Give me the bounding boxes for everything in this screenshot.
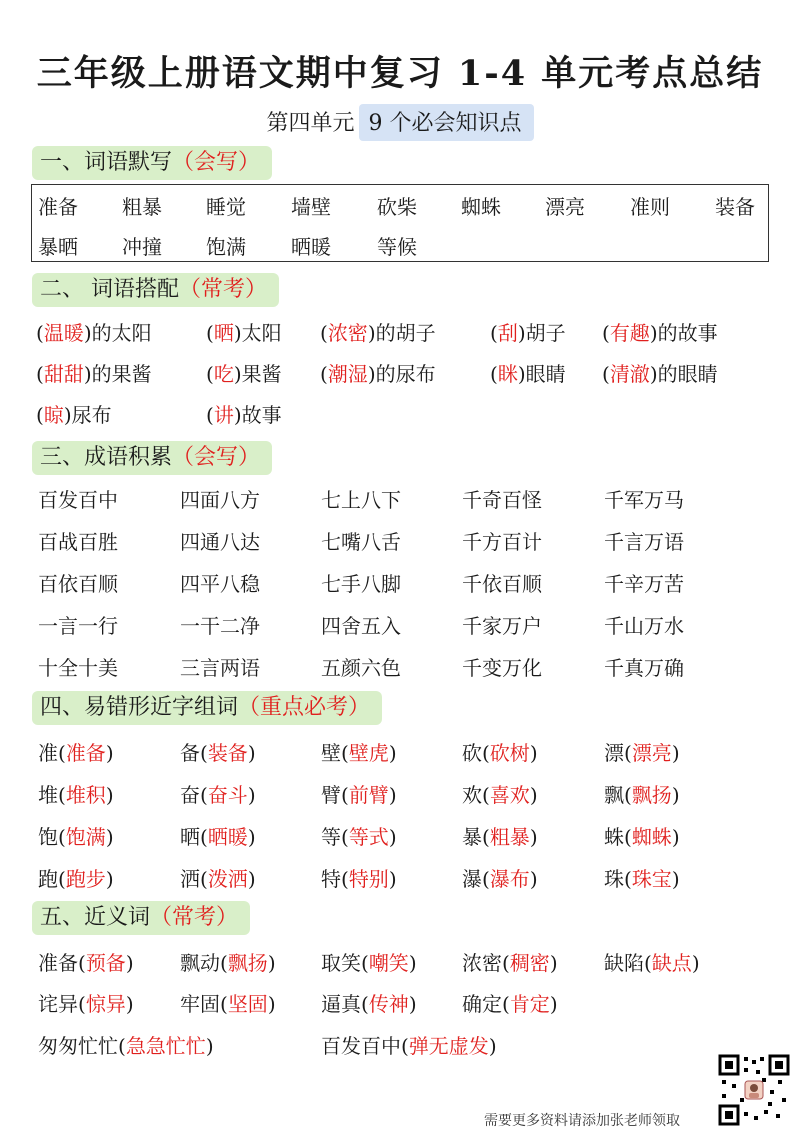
idiom-item: 四通八达 <box>180 530 260 554</box>
collocation-object: 眼睛 <box>525 362 566 386</box>
collocation-item: (温暖)的太阳 <box>36 321 152 345</box>
word-item: 暴晒 <box>38 235 78 259</box>
collocation-item: (眯)眼睛 <box>490 362 566 386</box>
collocation-answer: 有趣 <box>609 321 650 345</box>
idiom-item: 千方百计 <box>462 530 542 554</box>
collocation-item: (刮)胡子 <box>490 321 566 345</box>
synonym-item: 飘动(飘扬) <box>180 951 276 975</box>
char-base: 蛛 <box>604 825 624 849</box>
char-word: 准备 <box>65 741 106 765</box>
idiom-item: 千真万确 <box>604 656 684 680</box>
collocation-item: (讲)故事 <box>206 403 282 427</box>
idiom-item: 三言两语 <box>180 656 260 680</box>
char-word: 喜欢 <box>489 783 530 807</box>
char-word: 漂亮 <box>631 741 672 765</box>
idiom-item: 七上八下 <box>321 488 401 512</box>
char-word-item: 暴(粗暴) <box>462 825 538 849</box>
synonym-word: 牢固 <box>180 992 220 1016</box>
char-base: 饱 <box>38 825 58 849</box>
collocation-item: (吃)果酱 <box>206 362 282 386</box>
char-word: 蜘蛛 <box>631 825 672 849</box>
char-base: 欢 <box>462 783 482 807</box>
word-item: 饱满 <box>206 235 246 259</box>
synonym-item: 准备(预备) <box>38 951 134 975</box>
collocation-answer: 甜甜 <box>43 362 84 386</box>
char-word-item: 臂(前臂) <box>321 783 397 807</box>
idiom-item: 一言一行 <box>38 614 118 638</box>
collocation-object: 尿布 <box>71 403 112 427</box>
char-word-item: 奋(奋斗) <box>180 783 256 807</box>
char-base: 漂 <box>604 741 624 765</box>
char-base: 特 <box>321 867 341 891</box>
footer-note: 需要更多资料请添加张老师领取 <box>484 1113 680 1129</box>
char-word-item: 洒(泼洒) <box>180 867 256 891</box>
char-word-item: 晒(晒暖) <box>180 825 256 849</box>
collocation-item: (潮湿)的尿布 <box>320 362 436 386</box>
collocation-item: (清澈)的眼睛 <box>602 362 718 386</box>
section-title-synonyms: 五、近义词（常考） <box>32 901 250 935</box>
char-word: 前臂 <box>348 783 389 807</box>
idiom-item: 四平八稳 <box>180 572 260 596</box>
char-word-item: 砍(砍树) <box>462 741 538 765</box>
collocation-answer: 晾 <box>43 403 64 427</box>
char-word: 跑步 <box>65 867 106 891</box>
synonym-word: 匆匆忙忙 <box>38 1034 118 1058</box>
char-word: 堆积 <box>65 783 106 807</box>
char-base: 备 <box>180 741 200 765</box>
word-item: 漂亮 <box>545 195 585 219</box>
collocation-answer: 浓密 <box>327 321 368 345</box>
word-item: 睡觉 <box>206 195 246 219</box>
collocation-answer: 潮湿 <box>327 362 368 386</box>
subtitle-highlight: 9 个必会知识点 <box>359 104 534 141</box>
word-item: 准备 <box>38 195 78 219</box>
char-word: 饱满 <box>65 825 106 849</box>
idiom-item: 百发百中 <box>38 488 118 512</box>
word-item: 冲撞 <box>122 235 162 259</box>
collocation-answer: 清澈 <box>609 362 650 386</box>
collocation-object: 故事 <box>241 403 282 427</box>
idiom-item: 千辛万苦 <box>604 572 684 596</box>
synonym-answer: 弹无虚发 <box>408 1034 489 1058</box>
char-word-item: 特(特别) <box>321 867 397 891</box>
char-base: 堆 <box>38 783 58 807</box>
idiom-item: 千言万语 <box>604 530 684 554</box>
synonym-answer: 肯定 <box>509 992 550 1016</box>
synonym-item: 牢固(坚固) <box>180 992 276 1016</box>
synonym-answer: 嘲笑 <box>368 951 409 975</box>
char-word: 装备 <box>207 741 248 765</box>
synonym-answer: 预备 <box>85 951 126 975</box>
synonym-word: 飘动 <box>180 951 220 975</box>
section-title-similar-chars: 四、易错形近字组词（重点必考） <box>32 691 382 725</box>
char-word-item: 准(准备) <box>38 741 114 765</box>
synonym-item: 浓密(稠密) <box>462 951 558 975</box>
synonym-item: 逼真(传神) <box>321 992 417 1016</box>
char-base: 晒 <box>180 825 200 849</box>
char-base: 壁 <box>321 741 341 765</box>
idiom-item: 四面八方 <box>180 488 260 512</box>
char-word: 珠宝 <box>631 867 672 891</box>
char-word-item: 飘(飘扬) <box>604 783 680 807</box>
synonym-word: 百发百中 <box>321 1034 401 1058</box>
char-base: 瀑 <box>462 867 482 891</box>
idiom-item: 十全十美 <box>38 656 118 680</box>
synonym-answer: 缺点 <box>651 951 692 975</box>
char-word-item: 跑(跑步) <box>38 867 114 891</box>
collocation-answer: 讲 <box>213 403 234 427</box>
char-word-item: 欢(喜欢) <box>462 783 538 807</box>
synonym-word: 诧异 <box>38 992 78 1016</box>
collocation-answer: 眯 <box>497 362 518 386</box>
char-word: 特别 <box>348 867 389 891</box>
char-base: 洒 <box>180 867 200 891</box>
char-word-item: 漂(漂亮) <box>604 741 680 765</box>
char-word: 等式 <box>348 825 389 849</box>
synonym-word: 确定 <box>462 992 502 1016</box>
collocation-object: 太阳 <box>241 321 282 345</box>
char-base: 暴 <box>462 825 482 849</box>
idiom-item: 千军万马 <box>604 488 684 512</box>
char-word: 瀑布 <box>489 867 530 891</box>
char-word: 晒暖 <box>207 825 248 849</box>
idiom-item: 百依百顺 <box>38 572 118 596</box>
idiom-item: 五颜六色 <box>321 656 401 680</box>
char-word-item: 壁(壁虎) <box>321 741 397 765</box>
idiom-item: 百战百胜 <box>38 530 118 554</box>
char-base: 奋 <box>180 783 200 807</box>
collocation-answer: 吃 <box>213 362 234 386</box>
collocation-item: (晒)太阳 <box>206 321 282 345</box>
synonym-answer: 急急忙忙 <box>125 1034 206 1058</box>
collocation-object: 的故事 <box>657 321 718 345</box>
subtitle-prefix: 第四单元 <box>266 111 355 136</box>
char-base: 飘 <box>604 783 624 807</box>
collocation-item: (甜甜)的果酱 <box>36 362 152 386</box>
synonym-item: 百发百中(弹无虚发) <box>321 1034 497 1058</box>
char-word-item: 饱(饱满) <box>38 825 114 849</box>
section-title-idioms: 三、成语积累（会写） <box>32 441 272 475</box>
idiom-item: 千变万化 <box>462 656 542 680</box>
section-title-word-dictation: 一、词语默写（会写） <box>32 146 272 180</box>
idiom-item: 千奇百怪 <box>462 488 542 512</box>
char-base: 珠 <box>604 867 624 891</box>
synonym-answer: 飘扬 <box>227 951 268 975</box>
collocation-item: (浓密)的胡子 <box>320 321 436 345</box>
synonym-answer: 惊异 <box>85 992 126 1016</box>
char-base: 等 <box>321 825 341 849</box>
synonym-answer: 传神 <box>368 992 409 1016</box>
word-item: 晒暖 <box>291 235 331 259</box>
synonym-word: 浓密 <box>462 951 502 975</box>
section-title-word-collocation: 二、 词语搭配（常考） <box>32 273 279 307</box>
collocation-object: 的胡子 <box>375 321 436 345</box>
char-word-item: 备(装备) <box>180 741 256 765</box>
char-word: 奋斗 <box>207 783 248 807</box>
char-base: 准 <box>38 741 58 765</box>
idiom-item: 千山万水 <box>604 614 684 638</box>
synonym-answer: 稠密 <box>509 951 550 975</box>
word-item: 砍柴 <box>377 195 417 219</box>
char-word: 砍树 <box>489 741 530 765</box>
char-word-item: 堆(堆积) <box>38 783 114 807</box>
char-word: 粗暴 <box>489 825 530 849</box>
synonym-answer: 坚固 <box>227 992 268 1016</box>
char-word: 泼洒 <box>207 867 248 891</box>
char-word-item: 珠(珠宝) <box>604 867 680 891</box>
synonym-item: 缺陷(缺点) <box>604 951 700 975</box>
collocation-item: (晾)尿布 <box>36 403 112 427</box>
synonym-item: 确定(肯定) <box>462 992 558 1016</box>
char-word: 飘扬 <box>631 783 672 807</box>
char-base: 砍 <box>462 741 482 765</box>
collocation-object: 胡子 <box>525 321 566 345</box>
collocation-object: 的尿布 <box>375 362 436 386</box>
collocation-object: 的太阳 <box>91 321 152 345</box>
word-item: 粗暴 <box>122 195 162 219</box>
char-word-item: 蛛(蜘蛛) <box>604 825 680 849</box>
idiom-item: 七嘴八舌 <box>321 530 401 554</box>
char-word-item: 瀑(瀑布) <box>462 867 538 891</box>
char-word-item: 等(等式) <box>321 825 397 849</box>
idiom-item: 七手八脚 <box>321 572 401 596</box>
synonym-item: 诧异(惊异) <box>38 992 134 1016</box>
char-base: 臂 <box>321 783 341 807</box>
word-item: 等候 <box>377 235 417 259</box>
idiom-item: 千家万户 <box>462 614 542 638</box>
synonym-word: 取笑 <box>321 951 361 975</box>
word-item: 墙壁 <box>291 195 331 219</box>
synonym-word: 缺陷 <box>604 951 644 975</box>
idiom-item: 一干二净 <box>180 614 260 638</box>
word-item: 蜘蛛 <box>461 195 501 219</box>
word-item: 准则 <box>630 195 670 219</box>
page-subtitle <box>0 104 800 141</box>
synonym-word: 逼真 <box>321 992 361 1016</box>
idiom-item: 四舍五入 <box>321 614 401 638</box>
collocation-answer: 刮 <box>497 321 518 345</box>
collocation-object: 的眼睛 <box>657 362 718 386</box>
idiom-item: 千依百顺 <box>462 572 542 596</box>
synonym-item: 取笑(嘲笑) <box>321 951 417 975</box>
char-base: 跑 <box>38 867 58 891</box>
word-item: 装备 <box>715 195 755 219</box>
qr-code-icon <box>718 1054 790 1126</box>
collocation-item: (有趣)的故事 <box>602 321 718 345</box>
collocation-object: 的果酱 <box>91 362 152 386</box>
char-word: 壁虎 <box>348 741 389 765</box>
synonym-word: 准备 <box>38 951 78 975</box>
collocation-object: 果酱 <box>241 362 282 386</box>
page-title: 三年级上册语文期中复习 1-4 单元考点总结 <box>36 53 764 94</box>
synonym-item: 匆匆忙忙(急急忙忙) <box>38 1034 214 1058</box>
collocation-answer: 温暖 <box>43 321 84 345</box>
collocation-answer: 晒 <box>213 321 234 345</box>
